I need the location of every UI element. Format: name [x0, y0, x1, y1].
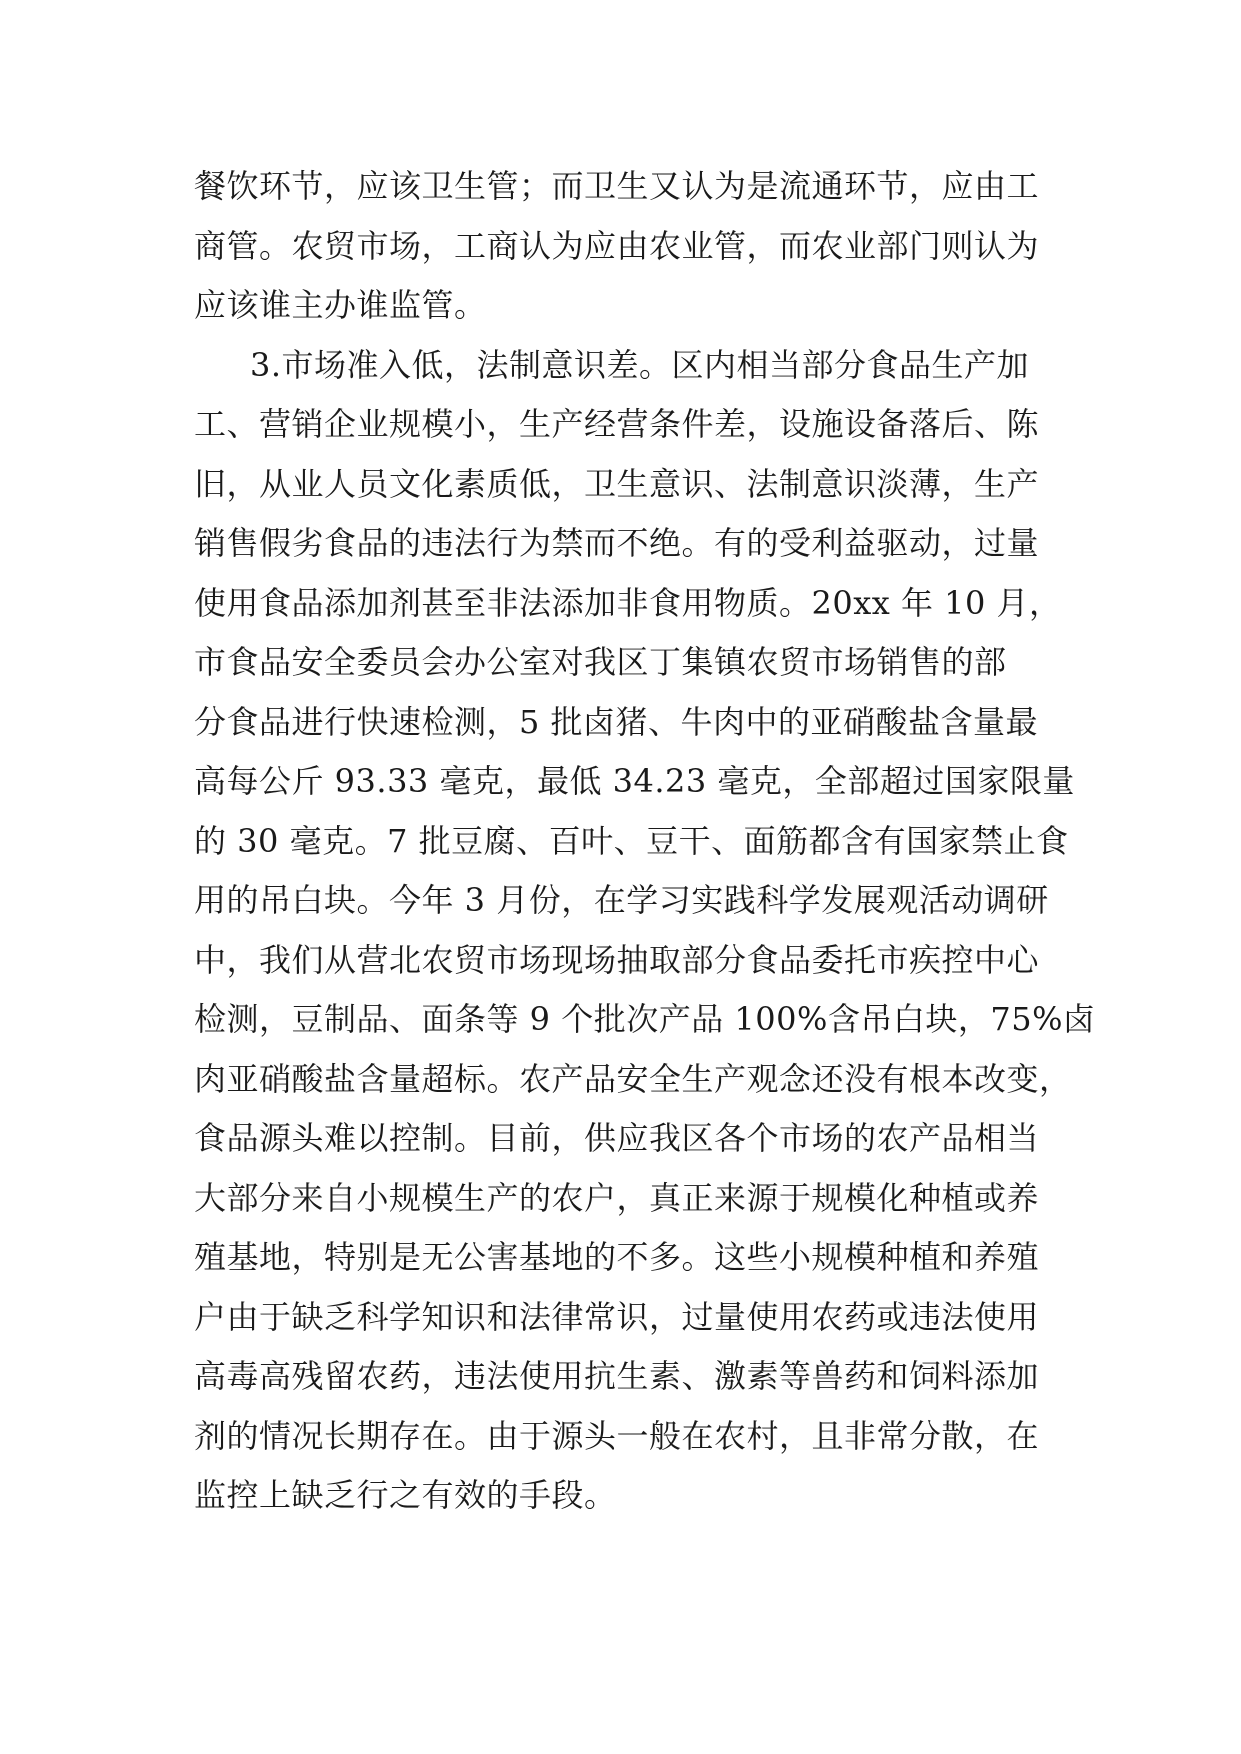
text-line: 的 30 毫克。7 批豆腐、百叶、豆干、面筋都含有国家禁止食 [194, 821, 1069, 860]
text-line: 高毒高残留农药，违法使用抗生素、激素等兽药和饲料添加 [194, 1357, 1040, 1395]
text-line: 食品源头难以控制。目前，供应我区各个市场的农产品相当 [194, 1119, 1040, 1157]
text-line: 工、营销企业规模小，生产经营条件差，设施设备落后、陈 [194, 405, 1040, 443]
text-line: 高每公斤 93.33 毫克，最低 34.23 毫克，全部超过国家限量 [194, 762, 1075, 800]
text-line: 剂的情况长期存在。由于源头一般在农村，且非常分散，在 [194, 1416, 1040, 1455]
text-line: 销售假劣食品的违法行为禁而不绝。有的受利益驱动，过量 [194, 524, 1040, 562]
text-line: 分食品进行快速检测，5 批卤猪、牛肉中的亚硝酸盐含量最 [194, 702, 1039, 741]
text-line: 应该谁主办谁监管。 [194, 286, 487, 324]
body-text [194, 157, 1096, 1526]
text-line: 用的吊白块。今年 3 月份，在学习实践科学发展观活动调研 [194, 881, 1049, 919]
paragraph-start-line: 3.市场准入低，法制意识差。区内相当部分食品生产加 [250, 345, 1030, 384]
text-line: 检测，豆制品、面条等 9 个批次产品 100%含吊白块，75%卤 [194, 1000, 1096, 1038]
text-line: 餐饮环节，应该卫生管；而卫生又认为是流通环节，应由工 [194, 167, 1040, 205]
text-line: 使用食品添加剂甚至非法添加非食用物质。20xx 年 10 月， [194, 583, 1062, 622]
text-line: 市食品安全委员会办公室对我区丁集镇农贸市场销售的部 [194, 643, 1007, 681]
text-line: 旧，从业人员文化素质低，卫生意识、法制意识淡薄，生产 [194, 464, 1040, 503]
text-line: 肉亚硝酸盐含量超标。农产品安全生产观念还没有根本改变， [194, 1059, 1072, 1098]
text-line: 户由于缺乏科学知识和法律常识，过量使用农药或违法使用 [194, 1297, 1040, 1336]
text-line: 中，我们从营北农贸市场现场抽取部分食品委托市疾控中心 [194, 940, 1040, 979]
text-line: 商管。农贸市场，工商认为应由农业管，而农业部门则认为 [194, 226, 1040, 265]
text-line: 大部分来自小规模生产的农户，真正来源于规模化种植或养 [194, 1178, 1040, 1217]
text-line: 殖基地，特别是无公害基地的不多。这些小规模种植和养殖 [194, 1238, 1040, 1276]
text-line: 监控上缺乏行之有效的手段。 [194, 1476, 617, 1514]
